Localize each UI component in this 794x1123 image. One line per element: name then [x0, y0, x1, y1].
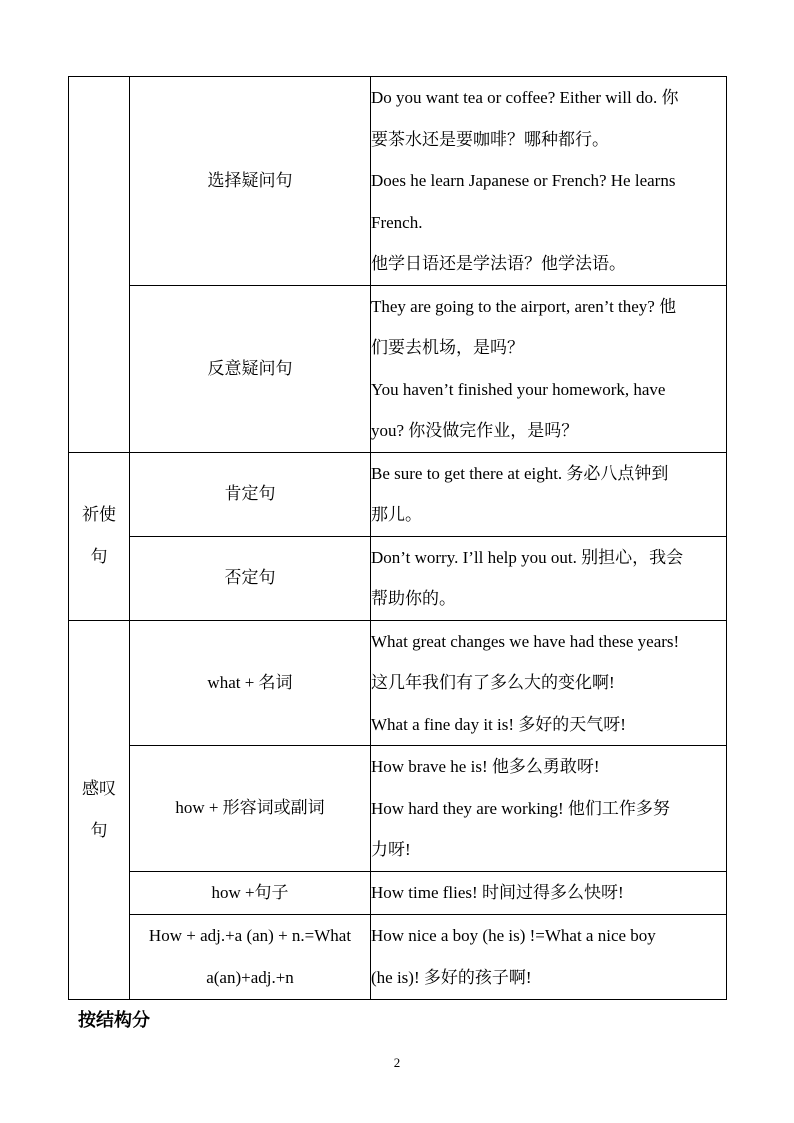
type-cell: 选择疑问句 — [130, 77, 371, 286]
table-row — [69, 914, 727, 999]
example-line: What a fine day it is! 多好的天气呀! — [371, 714, 626, 734]
category-cell — [69, 620, 130, 999]
table-row — [69, 620, 727, 746]
example-line: Do you want tea or coffee? Either will do. 你 — [371, 88, 679, 107]
example-cell — [371, 536, 727, 620]
example-line: you? 你没做完作业，是吗？ — [371, 421, 579, 440]
example-cell — [371, 871, 727, 914]
example-line: French. — [371, 212, 423, 232]
category-label: 感叹句 — [82, 778, 116, 840]
type-cell: How + adj.+a (an) + n.=What a(an)+adj.+n — [130, 914, 371, 999]
example-line: 帮助你的。 — [371, 589, 456, 608]
table-row — [69, 536, 727, 620]
example-line: 们要去机场，是吗？ — [371, 338, 524, 357]
category-cell-blank — [69, 77, 130, 453]
example-line: How brave he is! 他多么勇敢呀! — [371, 757, 600, 776]
example-cell — [371, 914, 727, 999]
example-line: Don’t worry. I’ll help you out. 别担心，我会 — [371, 547, 684, 567]
example-cell — [371, 77, 727, 286]
example-line: Be sure to get there at eight. 务必八点钟到 — [371, 463, 669, 483]
table-row — [69, 77, 727, 286]
example-line: (he is)! 多好的孩子啊! — [371, 967, 532, 987]
example-line: Does he learn Japanese or French? He learns — [371, 171, 676, 190]
example-line: How time flies! 时间过得多么快呀! — [371, 882, 624, 902]
category-cell — [69, 452, 130, 620]
example-line: What great changes we have had these years! — [371, 631, 680, 651]
table-row — [69, 746, 727, 872]
page-number: 2 — [393, 1055, 401, 1070]
example-cell — [371, 746, 727, 872]
example-line: 他学日语还是学法语？他学法语。 — [371, 254, 626, 273]
table-row — [69, 452, 727, 536]
example-line: How hard they are working! 他们工作多努 — [371, 798, 670, 818]
example-line: They are going to the airport, aren’t they? 他 — [371, 296, 677, 316]
example-line: You haven’t finished your homework, have — [371, 379, 666, 399]
example-line: 力呀! — [371, 840, 411, 859]
example-cell — [371, 285, 727, 452]
example-line: 那儿。 — [371, 505, 422, 524]
example-line: 要茶水还是要咖啡？哪种都行。 — [371, 129, 609, 149]
type-cell: how + 形容词或副词 — [130, 746, 371, 872]
category-label: 祈使句 — [82, 505, 116, 566]
type-cell: 反意疑问句 — [130, 285, 371, 452]
example-line: How nice a boy (he is) !=What a nice boy — [371, 926, 656, 945]
type-cell: what + 名词 — [130, 620, 371, 746]
table-row — [69, 871, 727, 914]
example-cell — [371, 452, 727, 536]
type-cell: 肯定句 — [130, 452, 371, 536]
grammar-table — [68, 76, 727, 1000]
example-line: 这几年我们有了多么大的变化啊! — [371, 673, 615, 692]
section-heading: 按结构分 — [78, 1010, 150, 1030]
type-cell: 否定句 — [130, 536, 371, 620]
example-cell — [371, 620, 727, 746]
type-cell: how +句子 — [130, 871, 371, 914]
table-row — [69, 285, 727, 452]
